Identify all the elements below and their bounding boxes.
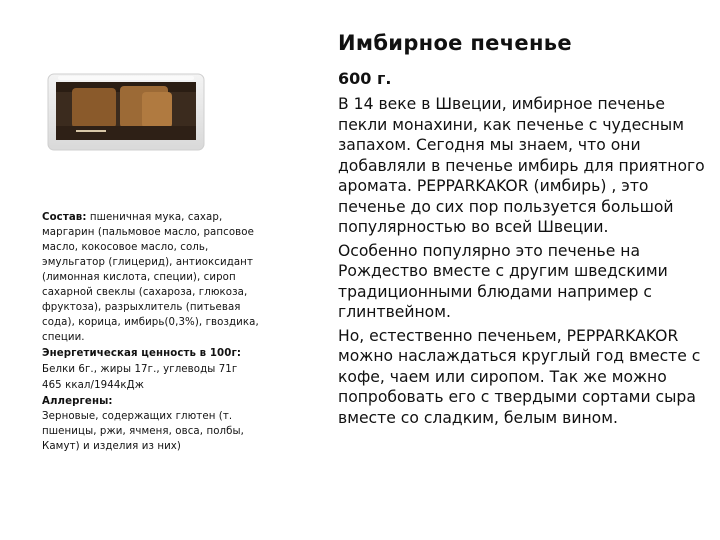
description-paragraph-3: Но, естественно печеньем, PEPPARKAKOR можно наслаждаться круглый год вместе с кофе, чаем или сиропом. Так же можно попробовать его с твердыми сортами сыра вместе со сладким, белым вином. [338,326,701,427]
description-paragraph-2: Особенно популярно это печенье на Рождество вместе с другим шведскими традиционными блюдами например с глинтвейном. [338,241,668,321]
composition-label: Состав: [42,212,87,223]
allergens-label: Аллергены: [42,396,113,407]
product-weight: 600 г. [338,69,392,88]
description-panel [338,28,708,431]
composition-block [42,210,268,345]
kcal-text: 465 ккал/1944кДж [42,380,144,391]
composition-text: пшеничная мука, сахар, маргарин (пальмовое масло, рапсовое масло, кокосовое масло, соль, эмульгатор (глицерид), антиоксидант (лимонная кислота, специи), сироп сахарной свеклы (сахароза, глюкоза, фруктоза), разрыхлитель (питьевая сода), корица, имбирь(0,3%), гвоздика, специи. [42,212,259,343]
product-package-image [46,68,206,154]
description-paragraph-1: В 14 веке в Швеции, имбирное печенье пекли монахини, как печенье с чудесным запахом. Сегодня мы знаем, что они добавляли в печенье имбирь для приятного аромата. PEPPARKAKOR (имбирь) , это печенье до сих пор пользуется большой популярностью во всей Швеции. [338,95,705,236]
energy-label: Энергетическая ценность в 100г: [42,348,242,359]
allergens-text: Зерновые, содержащих глютен (т. пшеницы, ржи, ячменя, овса, полбы, Камут) и изделия из них) [42,411,245,452]
page-title: Имбирное печенье [338,31,572,55]
nutrients-text: Белки 6г., жиры 17г., углеводы 71г [42,364,238,375]
ingredients-panel [42,210,268,454]
